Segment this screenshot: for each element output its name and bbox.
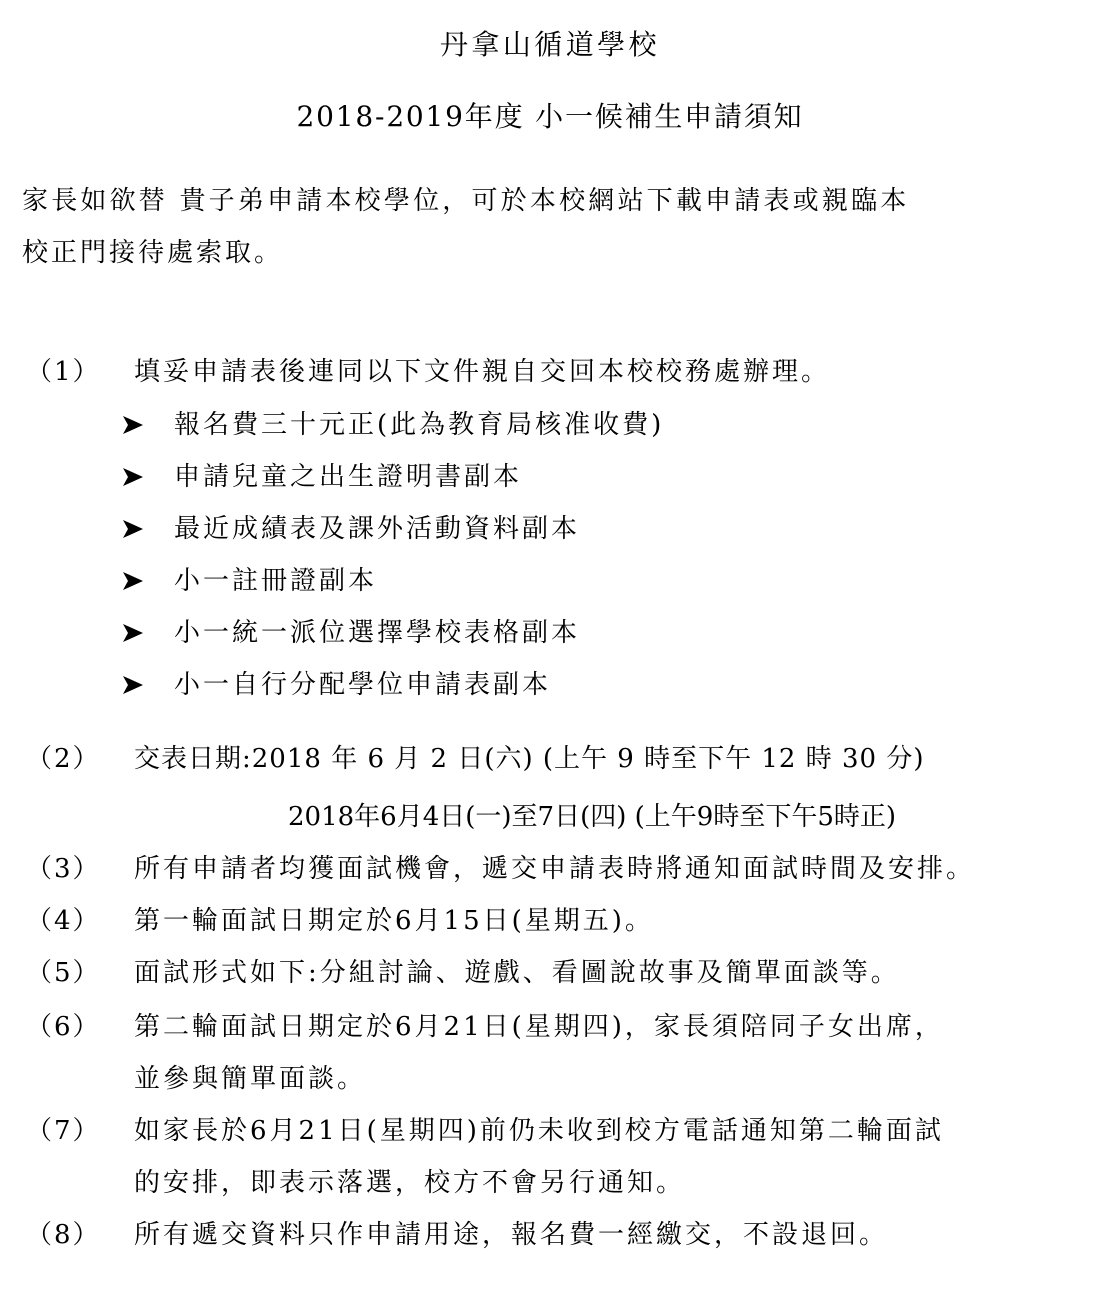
item-number-5: （5）: [26, 958, 101, 988]
item-continuation-2: 2018年6月4日(一)至7日(四) (上午9時至下午5時正): [288, 802, 897, 832]
item-text-6: 第二輪面試日期定於6月21日(星期四)，家長須陪同子女出席，: [134, 1012, 944, 1042]
item-number-1: （1）: [26, 357, 101, 387]
arrow-bullet-icon: [122, 408, 146, 442]
bullet-item-5: 小一統一派位選擇學校表格副本: [174, 618, 581, 648]
item-text-8: 所有遞交資料只作申請用途，報名費一經繳交，不設退回。: [134, 1220, 889, 1250]
item-number-2: （2）: [26, 744, 101, 774]
item-text-4: 第一輪面試日期定於6月15日(星期五)。: [134, 906, 654, 936]
intro-line-1: 家長如欲替 貴子弟申請本校學位，可於本校網站下載申請表或親臨本: [22, 186, 910, 216]
item-number-4: （4）: [26, 906, 101, 936]
bullet-item-3: 最近成績表及課外活動資料副本: [174, 514, 581, 544]
school-name: 丹拿山循道學校: [439, 28, 660, 61]
item-continuation-6: 並參與簡單面談。: [134, 1064, 367, 1094]
item-number-8: （8）: [26, 1220, 101, 1250]
arrow-bullet-icon: [122, 668, 146, 702]
item-number-6: （6）: [26, 1012, 101, 1042]
item-text-7: 如家長於6月21日(星期四)前仍未收到校方電話通知第二輪面試: [134, 1116, 944, 1146]
intro-line-2: 校正門接待處索取。: [22, 238, 284, 268]
bullet-item-1: 報名費三十元正(此為教育局核准收費): [174, 410, 665, 440]
item-text-3: 所有申請者均獲面試機會，遞交申請表時將通知面試時間及安排。: [134, 854, 976, 884]
document-title: 2018-2019年度 小一候補生申請須知: [296, 100, 804, 133]
bullet-item-6: 小一自行分配學位申請表副本: [174, 670, 552, 700]
arrow-bullet-icon: [122, 616, 146, 650]
item-text-2: 交表日期:2018 年 6 月 2 日(六) (上午 9 時至下午 12 時 30 分): [134, 744, 925, 774]
arrow-bullet-icon: [122, 564, 146, 598]
arrow-bullet-icon: [122, 512, 146, 546]
bullet-item-4: 小一註冊證副本: [174, 566, 378, 596]
item-text-5: 面試形式如下:分組討論、遊戲、看圖說故事及簡單面談等。: [134, 958, 900, 988]
item-text-1: 填妥申請表後連同以下文件親自交回本校校務處辦理。: [134, 357, 831, 387]
item-number-3: （3）: [26, 854, 101, 884]
item-number-7: （7）: [26, 1116, 101, 1146]
bullet-item-2: 申請兒童之出生證明書副本: [174, 462, 523, 492]
arrow-bullet-icon: [122, 460, 146, 494]
item-continuation-7: 的安排，即表示落選，校方不會另行通知。: [134, 1168, 686, 1198]
